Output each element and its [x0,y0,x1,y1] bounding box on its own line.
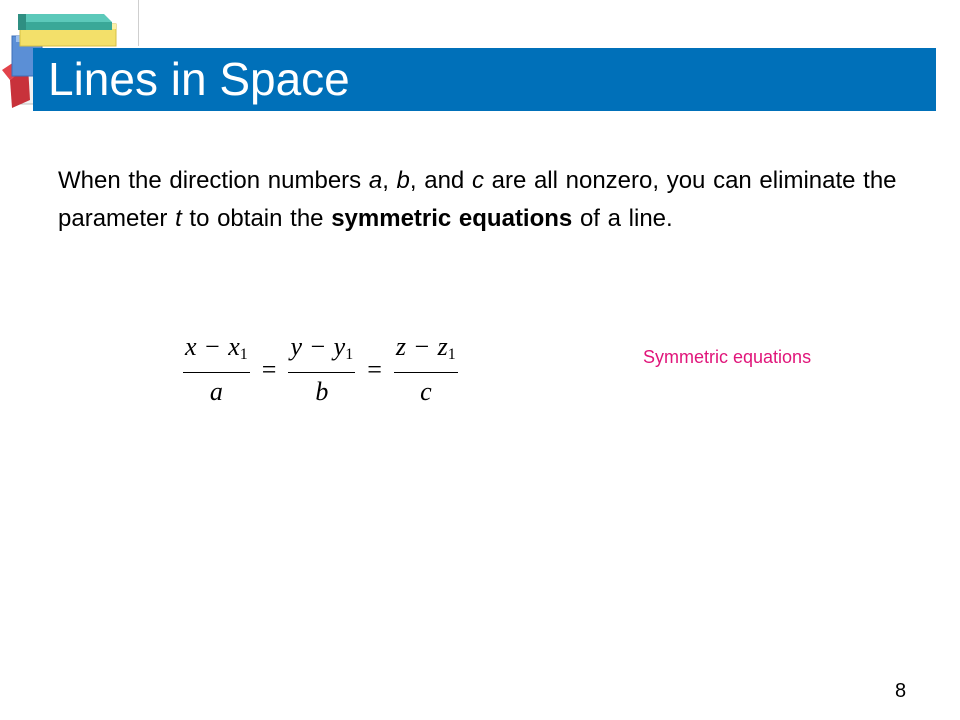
body-text-sep2: , and [409,167,472,194]
minus-sign: − [414,331,430,361]
equation-label: Symmetric equations [643,347,812,367]
fraction-x-numerator [183,332,250,373]
page-number: 8 [895,680,907,702]
minus-sign: − [310,331,326,361]
numerator-point-var: y [333,331,346,361]
body-text-mid2: to obtain the [181,205,332,232]
fraction-x [183,332,250,407]
denominator-var: b [315,376,329,406]
subscript: 1 [239,345,248,363]
var-a: a [368,167,383,194]
var-t: t [175,205,182,232]
fraction-y-denominator [315,373,328,407]
header-divider [138,0,139,46]
equals-sign: = [367,355,382,384]
numerator-var: y [290,331,302,361]
equals-sign: = [261,355,277,384]
denominator-var: a [209,376,223,406]
bold-term: symmetric equations [331,205,573,232]
title-bar [33,48,936,111]
numerator-var: x [185,331,197,361]
body-text-sep1: , [382,167,397,194]
fraction-z-denominator [420,373,432,407]
fraction-y [288,332,355,407]
body-text-mid: are all nonzero, you can eliminate the parameter [58,167,897,232]
numerator-var: z [395,331,406,361]
slide-title: Lines in Space [48,53,350,105]
subscript: 1 [447,345,456,363]
body-text-intro: When the direction numbers [58,167,369,194]
symmetric-equations [183,331,458,406]
fraction-x-denominator [210,373,223,407]
body-paragraph [58,162,898,238]
minus-sign: − [205,331,220,361]
fraction-z-numerator [394,332,458,373]
subscript: 1 [345,345,354,363]
numerator-point-var: z [437,331,448,361]
numerator-point-var: x [228,331,240,361]
denominator-var: c [420,376,432,406]
var-c: c [471,167,484,194]
fraction-y-numerator [288,332,355,373]
var-b: b [396,167,410,194]
body-text-end: of a line. [572,205,673,232]
fraction-z [394,332,458,407]
